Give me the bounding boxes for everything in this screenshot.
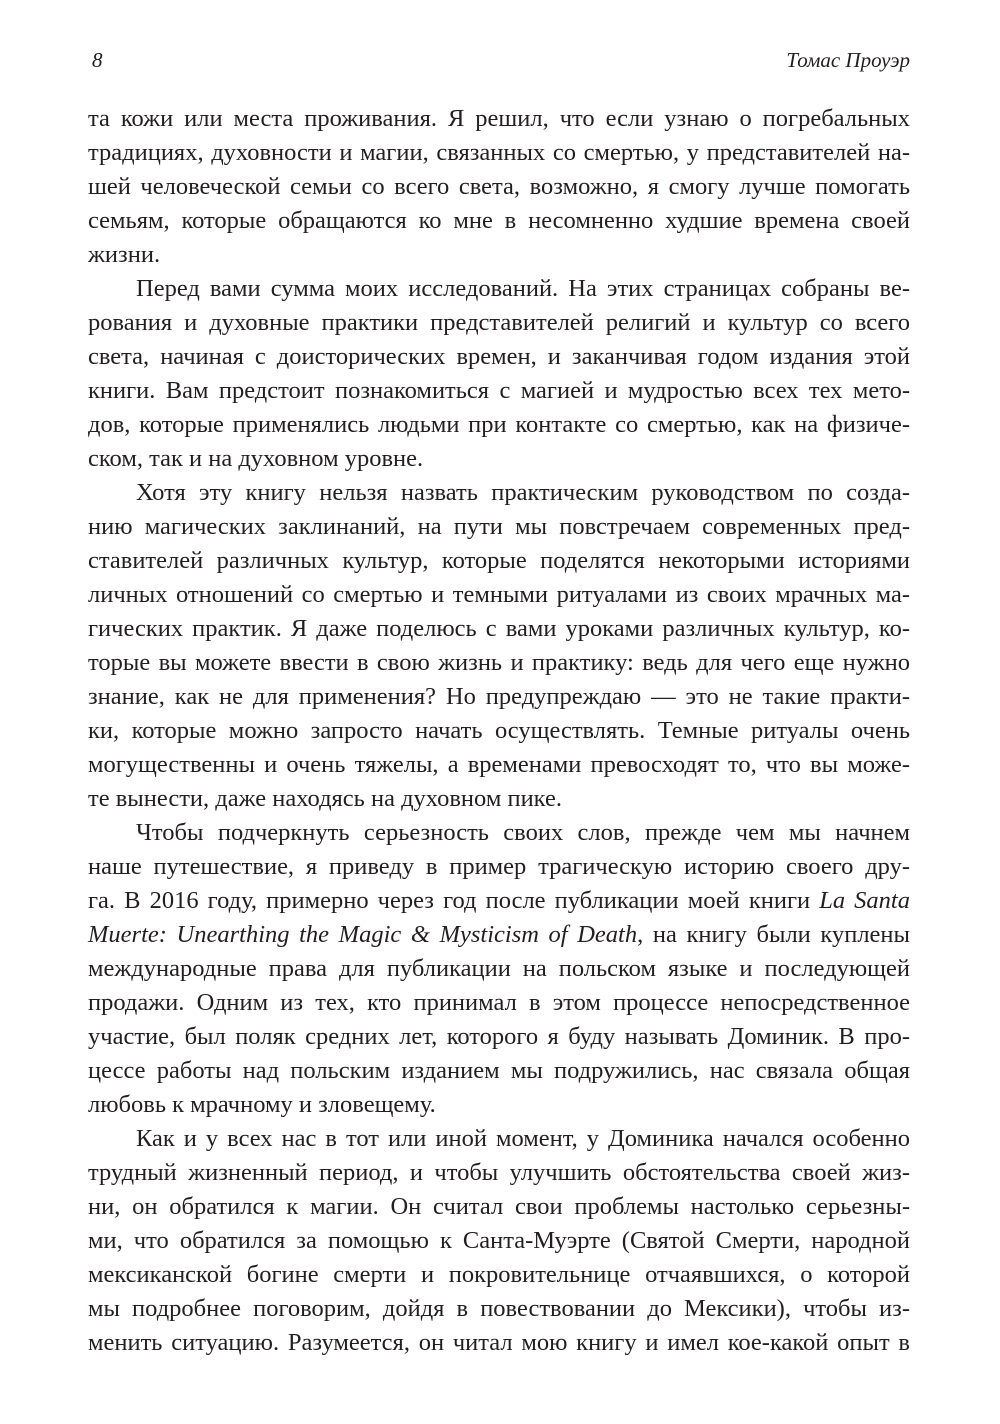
paragraph-first-line: Как и у всех нас в тот или иной момент, у Доминика начался особенно xyxy=(136,1125,910,1152)
book-title-italic: La Santa xyxy=(819,887,910,914)
text-line-with-title xyxy=(88,884,910,918)
text-line: гических практик. Я даже поделюсь с вами уроками различных культур, ко- xyxy=(88,615,910,642)
text-line: наше путешествие, я приведу в пример трагическую историю своего дру- xyxy=(88,853,910,880)
text-line: торые вы можете ввести в свою жизнь и практику: ведь для чего еще нужно xyxy=(88,649,910,676)
text-line: любовь к мрачному и зловещему. xyxy=(88,1091,436,1118)
text-line: рования и духовные практики представителей религий и культур со всего xyxy=(88,309,910,336)
page-number: 8 xyxy=(92,48,103,72)
paragraph-first-line: Чтобы подчеркнуть серьезность своих слов, прежде чем мы начнем xyxy=(136,819,910,846)
text-line: традициях, духовности и магии, связанных со смертью, у представителей на- xyxy=(88,139,910,166)
text-line: ставителей различных культур, которые поделятся некоторыми историями xyxy=(88,547,910,574)
text-segment: га. В 2016 году, примерно через год после публикации моей книги xyxy=(88,887,820,914)
running-header xyxy=(88,48,910,78)
text-line: трудный жизненный период, и чтобы улучшить обстоятельства своей жиз- xyxy=(88,1159,910,1186)
text-line: цессе работы над польским изданием мы подружились, нас связала общая xyxy=(88,1057,910,1084)
text-line: международные права для публикации на польском языке и последующей xyxy=(88,955,910,982)
text-line: знание, как не для применения? Но предупреждаю — это не такие практи- xyxy=(88,683,910,710)
paragraph-first-line: Хотя эту книгу нельзя назвать практическим руководством по созда- xyxy=(136,479,910,506)
text-line: та кожи или места проживания. Я решил, что если узнаю о погребальных xyxy=(88,105,910,132)
text-line: ском, так и на духовном уровне. xyxy=(88,445,424,472)
text-line: менить ситуацию. Разумеется, он читал мою книгу и имел кое-какой опыт в xyxy=(88,1329,910,1356)
text-line: семьям, которые обращаются ко мне в несомненно худшие времена своей xyxy=(88,207,910,234)
body-text xyxy=(88,102,910,1360)
text-line: личных отношений со смертью и темными ритуалами из своих мрачных ма- xyxy=(88,581,910,608)
text-line-with-title xyxy=(88,918,910,952)
text-line: ми, что обратился за помощью к Санта-Муэрте (Святой Смерти, народной xyxy=(88,1227,910,1254)
text-line: те вынести, даже находясь на духовном пике. xyxy=(88,785,562,812)
text-line: мы подробнее поговорим, дойдя в повествовании до Мексики), чтобы из- xyxy=(88,1295,910,1322)
book-title-italic: Muerte: Unearthing the Magic & Mysticism of Death xyxy=(88,921,638,948)
text-line: книги. Вам предстоит познакомиться с магией и мудростью всех тех мето- xyxy=(88,377,910,404)
text-line: участие, был поляк средних лет, которого я буду называть Доминик. В про- xyxy=(88,1023,910,1050)
text-line: могущественны и очень тяжелы, а временами превосходят то, что вы може- xyxy=(88,751,910,778)
text-segment: , на книгу были куплены xyxy=(637,921,910,948)
text-line: дов, которые применялись людьми при контакте со смертью, как на физиче- xyxy=(88,411,910,438)
text-line: жизни. xyxy=(88,241,161,268)
paragraph-first-line: Перед вами сумма моих исследований. На этих страницах собраны ве- xyxy=(136,275,910,302)
text-line: света, начиная с доисторических времен, и заканчивая годом издания этой xyxy=(88,343,910,370)
text-line: ни, он обратился к магии. Он считал свои проблемы настолько серьезны- xyxy=(88,1193,910,1220)
running-head-author: Томас Проуэр xyxy=(786,48,910,72)
text-line: продажи. Одним из тех, кто принимал в этом процессе непосредственное xyxy=(88,989,910,1016)
text-line: ки, которые можно запросто начать осуществлять. Темные ритуалы очень xyxy=(88,717,910,744)
text-line: нию магических заклинаний, на пути мы повстречаем современных пред- xyxy=(88,513,910,540)
text-line: шей человеческой семьи со всего света, возможно, я смогу лучше помогать xyxy=(88,173,910,200)
text-line: мексиканской богине смерти и покровительнице отчаявшихся, о которой xyxy=(88,1261,910,1288)
